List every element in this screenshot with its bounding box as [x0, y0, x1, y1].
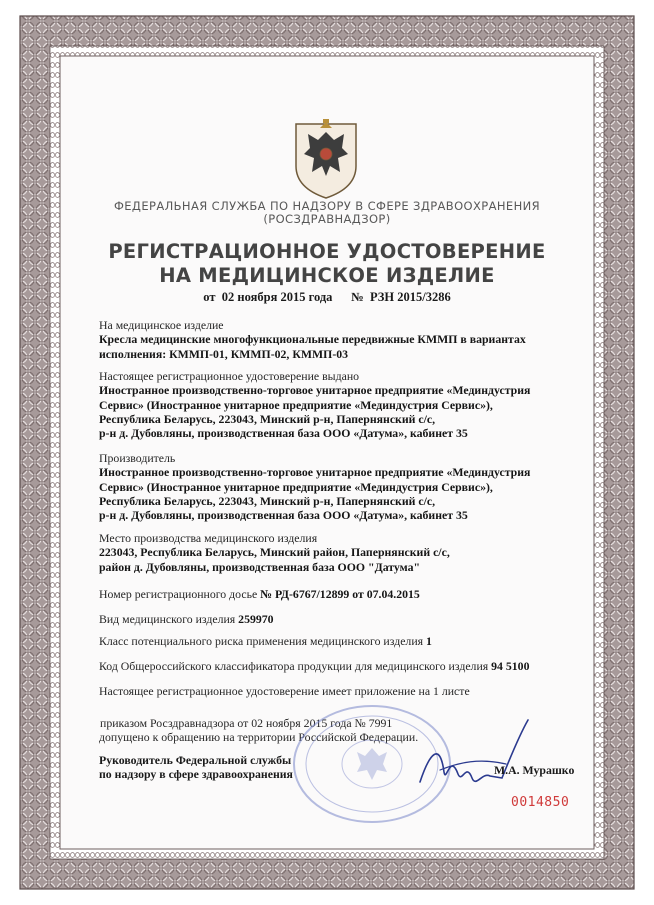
signatory-name: М.А. Мурашко [494, 763, 575, 777]
device-type-label: Вид медицинского изделия [99, 612, 236, 626]
issued-to-line: Сервис» (Иностранное унитарное предприятие «Мединдустрия Сервис»), [99, 397, 493, 412]
issued-to-label: Настоящее регистрационное удостоверение выдано [99, 369, 360, 383]
issued-to-line: Республика Беларусь, 223043, Минский р-н, Папернянский с/с, [99, 411, 436, 426]
production-place-line: район д. Дубовляны, производственная база ООО "Датума" [99, 559, 421, 574]
date-prefix: от [203, 290, 216, 304]
risk-class-row [99, 634, 559, 648]
issued-to-line: Иностранное производственно-торговое унитарное предприятие «Мединдустрия [99, 383, 531, 398]
device-label: На медицинское изделие [99, 318, 224, 332]
issued-to-section [99, 369, 559, 440]
dossier-value: № РД-6767/12899 от 07.04.2015 [260, 587, 420, 601]
signatory-title-line: по надзору в сфере здравоохранения [99, 767, 293, 782]
dossier-label: Номер регистрационного досье [99, 587, 258, 601]
signatory-title-line: Руководитель Федеральной службы [99, 753, 292, 767]
manufacturer-line: Сервис» (Иностранное унитарное предприятие «Мединдустрия Сервис»), [99, 479, 493, 494]
device-type-value: 259970 [238, 612, 274, 626]
document-subtitle: НА МЕДИЦИНСКОЕ ИЗДЕЛИЕ [159, 264, 495, 287]
issue-date: 02 ноября 2015 года [221, 290, 333, 304]
manufacturer-line: Республика Беларусь, 223043, Минский р-н, Папернянский с/с, [99, 493, 436, 508]
risk-class-value: 1 [426, 634, 432, 648]
order-line: приказом Росздравнадзора от 02 ноября 2015 года № 7991 [100, 716, 393, 730]
handwritten-signature [410, 712, 535, 802]
manufacturer-section [99, 451, 559, 522]
coat-of-arms-icon [290, 114, 362, 200]
document-title: РЕГИСТРАЦИОННОЕ УДОСТОВЕРЕНИЕ [108, 240, 546, 263]
appendix-note: Настоящее регистрационное удостоверение имеет приложение на 1 листе [99, 684, 470, 698]
production-place-line: 223043, Республика Беларусь, Минский район, Папернянский с/с, [99, 545, 450, 560]
manufacturer-line: р-н д. Дубовляны, производственная база ООО «Датума», кабинет 35 [99, 508, 468, 523]
registration-number: РЗН 2015/3286 [369, 290, 451, 304]
number-prefix: № [351, 290, 364, 304]
okp-code-value: 94 5100 [491, 659, 530, 673]
issued-to-line: р-н д. Дубовляны, производственная база ООО «Датума», кабинет 35 [99, 426, 468, 441]
production-place-section [99, 531, 559, 574]
risk-class-label: Класс потенциального риска применения медицинского изделия [99, 634, 424, 648]
agency-name: ФЕДЕРАЛЬНАЯ СЛУЖБА ПО НАДЗОРУ В СФЕРЕ ЗДРАВООХРАНЕНИЯ [113, 199, 541, 213]
device-section [99, 318, 559, 361]
production-place-label: Место производства медицинского изделия [99, 531, 318, 545]
manufacturer-label: Производитель [99, 451, 176, 465]
okp-code-row [99, 659, 559, 673]
serial-number: 0014850 [511, 795, 570, 810]
agency-abbreviation: (РОСЗДРАВНАДЗОР) [263, 212, 391, 226]
manufacturer-line: Иностранное производственно-торговое унитарное предприятие «Мединдустрия [99, 465, 531, 480]
signatory-title [99, 753, 293, 782]
device-type-row [99, 612, 559, 626]
device-line: исполнения: КММП-01, КММП-02, КММП-03 [99, 346, 349, 361]
issue-date-line [60, 290, 594, 305]
dossier-row [99, 587, 559, 601]
device-line: Кресла медицинские многофункциональные передвижные КММП в вариантах [99, 332, 526, 347]
okp-code-label: Код Общероссийского классификатора продукции для медицинского изделия [99, 659, 489, 673]
order-line: допущено к обращению на территории Российской Федерации. [99, 730, 419, 745]
